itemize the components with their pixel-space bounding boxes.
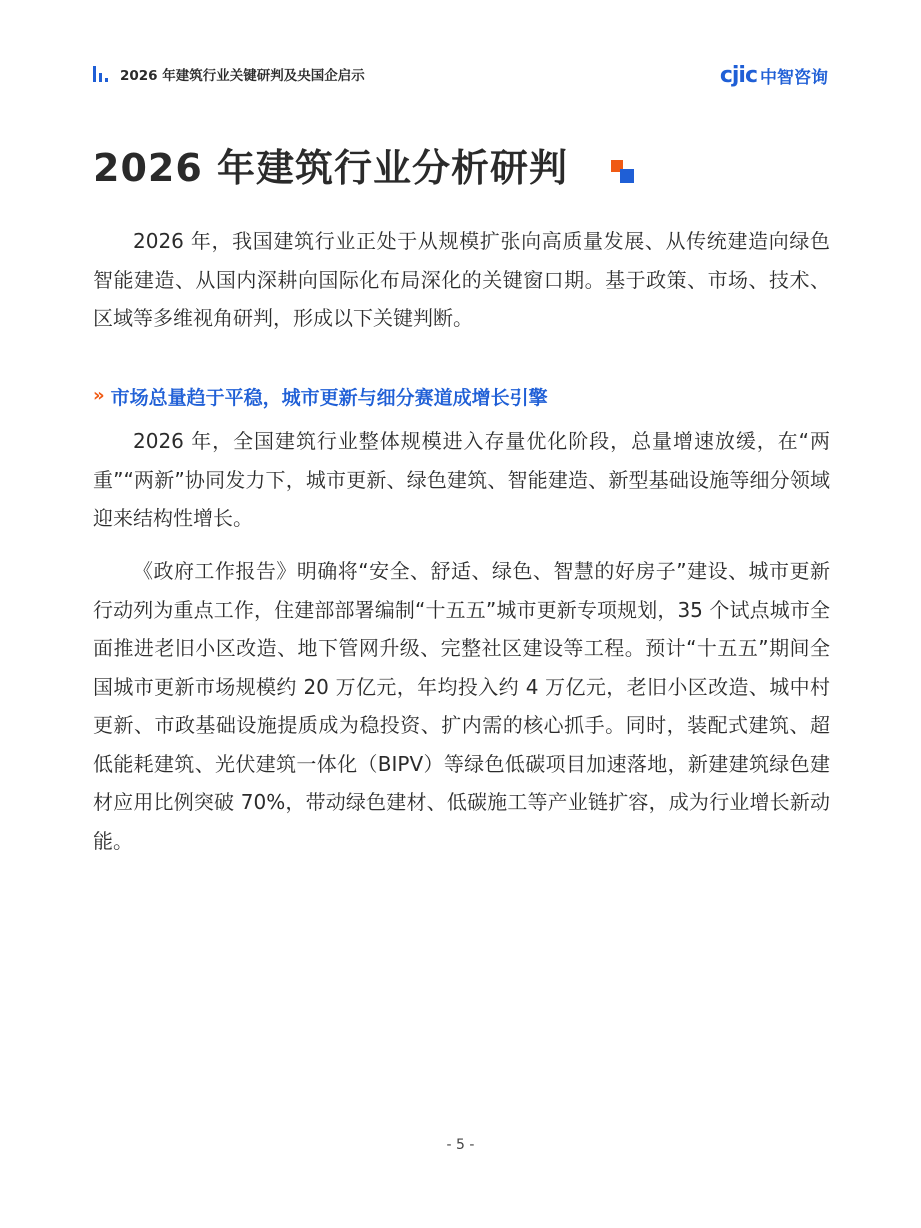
page-title: 2026 年建筑行业分析研判	[93, 146, 568, 190]
body-paragraph: 2026 年，全国建筑行业整体规模进入存量优化阶段，总量增速放缓，在“两重”“两新”协同发力下，城市更新、绿色建筑、智能建造、新型基础设施等细分领域迎来结构性增长。	[93, 429, 830, 530]
section-heading-text: 市场总量趋于平稳，城市更新与细分赛道成增长引擎	[110, 386, 548, 409]
logo-mark: cjic	[719, 62, 757, 88]
logo-text: 中智咨询	[760, 67, 828, 88]
double-chevron-right-icon: »	[93, 385, 105, 406]
header-title: 2026 年建筑行业关键研判及央国企启示	[120, 68, 365, 84]
title-decoration-icon	[611, 160, 635, 184]
section-heading	[93, 381, 548, 411]
page-header	[93, 60, 828, 92]
page-number: - 5 -	[446, 1137, 475, 1153]
intro-paragraph: 2026 年，我国建筑行业正处于从规模扩张向高质量发展、从传统建造向绿色智能建造、从国内深耕向国际化布局深化的关键窗口期。基于政策、市场、技术、区域等多维视角研判，形成以下关键判断。	[93, 229, 830, 330]
bar-chart-icon	[93, 66, 111, 82]
body-paragraph: 《政府工作报告》明确将“安全、舒适、绿色、智慧的好房子”建设、城市更新行动列为重点工作，住建部部署编制“十五五”城市更新专项规划，35 个试点城市全面推进老旧小区改造、地下管网升级、完整社区建设等工程。预计“十五五”期间全国城市更新市场规模约 20 万亿元，年均投入约 4 万亿元，老旧小区改造、城中村更新、市政基础设施提质成为稳投资、扩内需的核心抓手。同时，装配式建筑、超低能耗建筑、光伏建筑一体化（BIPV）等绿色低碳项目加速落地，新建建筑绿色建材应用比例突破 70%，带动绿色建材、低碳施工等产业链扩容，成为行业增长新动能。	[93, 559, 830, 853]
company-logo	[720, 60, 828, 90]
